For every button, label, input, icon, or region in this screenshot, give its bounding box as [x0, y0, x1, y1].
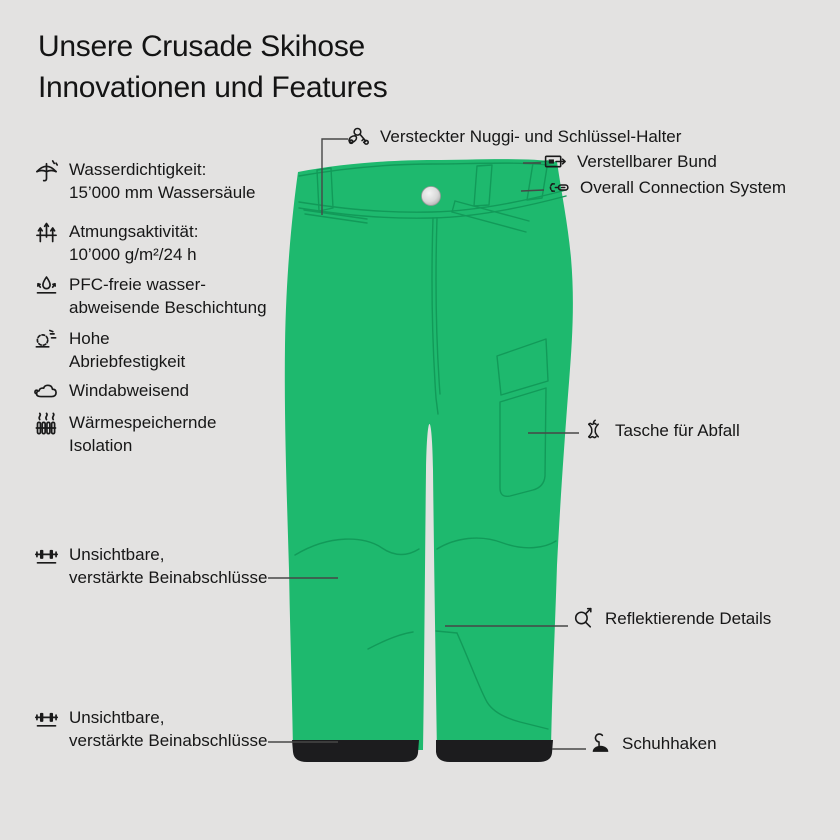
- feature-label: abweisende Beschichtung: [69, 298, 267, 317]
- feature-breathability: [33, 220, 198, 266]
- title-line-1: Unsere Crusade Skihose: [38, 30, 365, 63]
- leader-connection-system: [521, 190, 544, 191]
- feature-pfc-free-coating: [33, 273, 267, 319]
- feature-waterproofness: [33, 158, 255, 204]
- pacifier-key-icon: [346, 124, 371, 149]
- title-line-2: Innovationen und Features: [38, 71, 388, 104]
- abrasion-icon: [33, 326, 60, 353]
- feature-label: Atmungsaktivität:: [69, 222, 199, 241]
- radiator-icon: [33, 410, 60, 437]
- feature-overall-connection-system: [546, 175, 786, 200]
- feature-label: Hohe: [69, 329, 110, 348]
- feature-label: Verstellbarer Bund: [577, 151, 717, 171]
- dumbbell-icon: [33, 542, 60, 569]
- feature-label: Tasche für Abfall: [615, 420, 740, 440]
- feature-label: Isolation: [69, 436, 133, 455]
- feature-reinforced-leg-endings-1: [33, 543, 267, 589]
- magnifier-icon: [571, 606, 596, 631]
- pants-body: [285, 159, 573, 750]
- feature-reflective-details: [571, 606, 771, 631]
- feature-boot-hook: [588, 731, 717, 756]
- feature-label: PFC-freie wasser-: [69, 275, 206, 294]
- feature-label: 15’000 mm Wassersäule: [69, 183, 256, 202]
- wind-cloud-icon: [33, 378, 60, 405]
- feature-wind-repellent: [33, 379, 189, 405]
- feature-reinforced-leg-endings-2: [33, 706, 267, 752]
- page-title: [38, 26, 387, 108]
- feature-label: Unsichtbare,: [69, 708, 165, 727]
- connector-icon: [546, 175, 571, 200]
- snap-button: [422, 187, 441, 206]
- water-repellent-drop-icon: [33, 272, 60, 299]
- feature-label: Wasserdichtigkeit:: [69, 160, 207, 179]
- boot-hook-icon: [588, 731, 613, 756]
- adjustable-waist-icon: [543, 149, 568, 174]
- feature-label: Abriebfestigkeit: [69, 352, 186, 371]
- feature-label: 10’000 g/m²/24 h: [69, 245, 197, 264]
- feature-label: verstärkte Beinabschlüsse: [69, 731, 268, 750]
- feature-label: Reflektierende Details: [605, 608, 772, 628]
- feature-adjustable-waist: [543, 149, 717, 174]
- feature-label: Windabweisend: [69, 381, 190, 400]
- dumbbell-icon: [33, 705, 60, 732]
- apple-core-icon: [581, 418, 606, 443]
- feature-pacifier-key-holder: [346, 124, 681, 149]
- feature-label: Schuhhaken: [622, 733, 717, 753]
- feature-label: Versteckter Nuggi- und Schlüssel-Halter: [380, 126, 682, 146]
- umbrella-rain-icon: [33, 157, 60, 184]
- feature-label: Unsichtbare,: [69, 545, 165, 564]
- feature-insulation: [33, 411, 216, 457]
- feature-label: Wärmespeichernde: [69, 413, 217, 432]
- breathability-arrows-icon: [33, 219, 60, 246]
- feature-abrasion-resistance: [33, 327, 185, 373]
- feature-trash-pocket: [581, 418, 740, 443]
- feature-label: Overall Connection System: [580, 177, 786, 197]
- feature-label: verstärkte Beinabschlüsse: [69, 568, 268, 587]
